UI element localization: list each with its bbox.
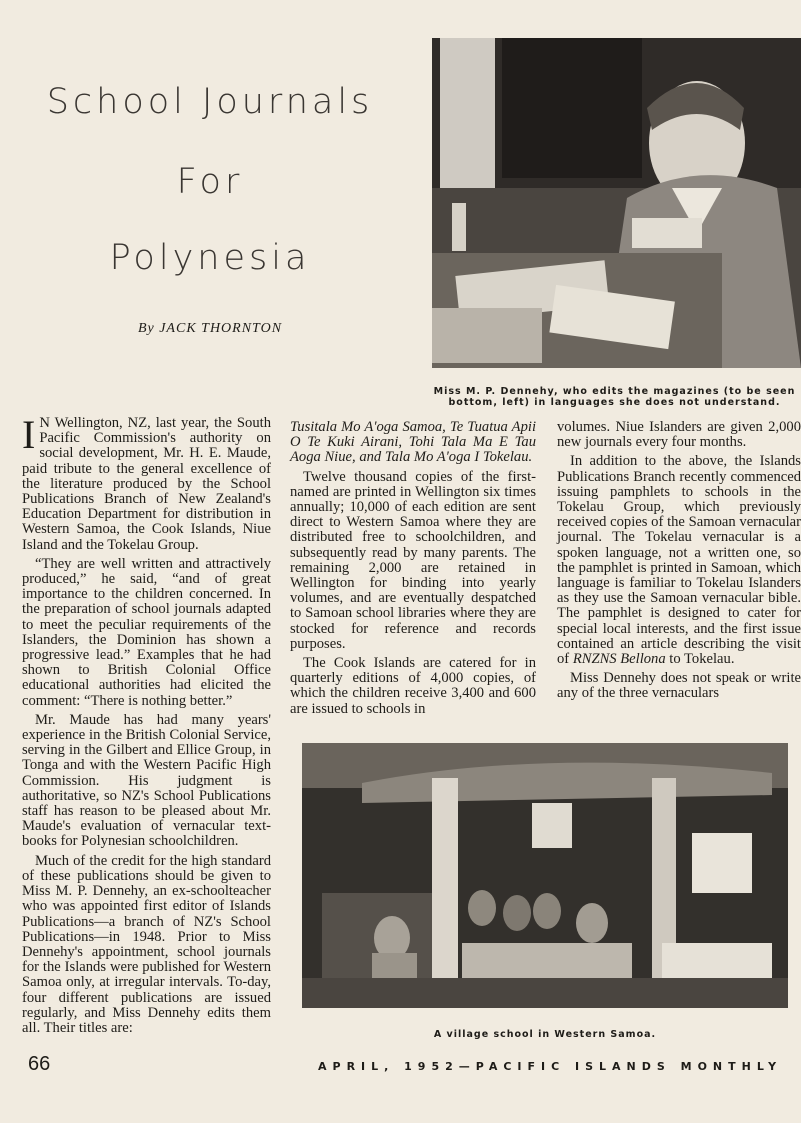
paragraph-text: N Wellington, NZ, last year, the South Pacific Commission's authority on social development, Mr. H. E. Maude, paid tribute to the general excellence of the literature produced by the School Publications Branch of New Zealand's Education Department for distribution in Western Samoa, the Cook Islands, Niue Island and the Tokelau Group.	[22, 415, 271, 553]
column-3	[557, 420, 801, 706]
paragraph: Mr. Maude has had many years' experience in the British Colonial Service, serving in the Gilbert and Ellice Group, in Tonga and with the Western Pacific High Commission. His judgment is authoritative, so NZ's School Publications staff has reason to be pleased about Mr. Maude's evaluation of vernacular text-books for Polynesian schoolchildren.	[22, 711, 271, 850]
paragraph: volumes. Niue Islanders are given 2,000 new journals every four months.	[557, 419, 801, 451]
article-title-line-3: Polynesia	[109, 238, 311, 278]
paragraph: Much of the credit for the high standard of these publications should be given to Miss M. P. Dennehy, an ex-schoolteacher who was appointed first editor of Islands Publications—a branch of NZ's School Publications—in 1948. Prior to Miss Dennehy's appointment, school journals for the Islands were published for Western Samoa only, at irregular intervals. To-day, four different publications are issued regularly, and Miss Dennehy edits them all. Their titles are:	[22, 852, 271, 1036]
page-number: 66	[28, 1053, 51, 1075]
village-school-illustration	[302, 743, 788, 1008]
village-school-photo	[302, 743, 788, 1008]
editor-photo-illustration	[432, 38, 801, 368]
paragraph	[22, 412, 271, 553]
paragraph: Miss Dennehy does not speak or write any of the three vernaculars	[557, 670, 801, 702]
column-1	[22, 412, 271, 1040]
paragraph-text: In addition to the above, the Islands Publications Branch recently commenced issuing pamphlets to schools in the Tokelau Group, which previously received copies of the Samoan vernacular journal. The Tokelau vernacular is a spoken language, not a written one, so the pamphlet is printed in Samoan, which language is familiar to Tokelau Islanders as they use the Samoan vernacular bible. The pamphlet is designed to cater for special local interests, and the first issue contained an article describing the visit of	[557, 453, 801, 668]
byline: By JACK THORNTON	[137, 321, 283, 336]
bottom-photo-caption: A village school in Western Samoa.	[433, 1029, 657, 1040]
paragraph: The Cook Islands are catered for in quarterly editions of 4,000 copies, of which the children receive 3,400 and 600 are issued to schools in	[290, 655, 536, 717]
journal-titles: Tusitala Mo A'oga Samoa, Te Tuatua Apii O Te Kuki Airani, Tohi Tala Ma E Tau Aoga Niue, and Tala Mo A'oga I Tokelau.	[290, 419, 536, 466]
paragraph: “They are well written and attractively produced,” he said, “and of great importance to the children concerned. In the preparation of school journals adapted to meet the peculiar requirements of the Islanders, the Dominion has shown a progressive lead.” Examples that he had shown to British Colonial Office educational authorities had elicited the comment: “There is nothing better.”	[22, 555, 271, 709]
paragraph-text: to Tokelau.	[665, 651, 735, 668]
top-photo-caption: Miss M. P. Dennehy, who edits the magazines (to be seen bottom, left) in languages she does not understand.	[433, 386, 796, 408]
article-title-line-1: School Journals	[46, 82, 374, 122]
footer-publication: APRIL, 1952—PACIFIC ISLANDS MONTHLY	[318, 1060, 783, 1073]
editor-photo	[432, 38, 801, 368]
article-title-line-2: For	[176, 162, 244, 202]
column-2	[290, 420, 536, 721]
paragraph	[557, 454, 801, 667]
paragraph: Twelve thousand copies of the first-named are printed in Wellington six times annually; 10,000 of each edition are sent direct to Western Samoa where they are distributed free to schoolchildren, and subsequently read by many parents. The remaining 2,000 are retained in Wellington for binding into yearly volumes, and are eventually despatched to Samoan school libraries where they are stocked for reference and records purposes.	[290, 468, 536, 652]
ship-name: RNZNS Bellona	[572, 651, 666, 668]
drop-cap: I	[22, 412, 36, 457]
